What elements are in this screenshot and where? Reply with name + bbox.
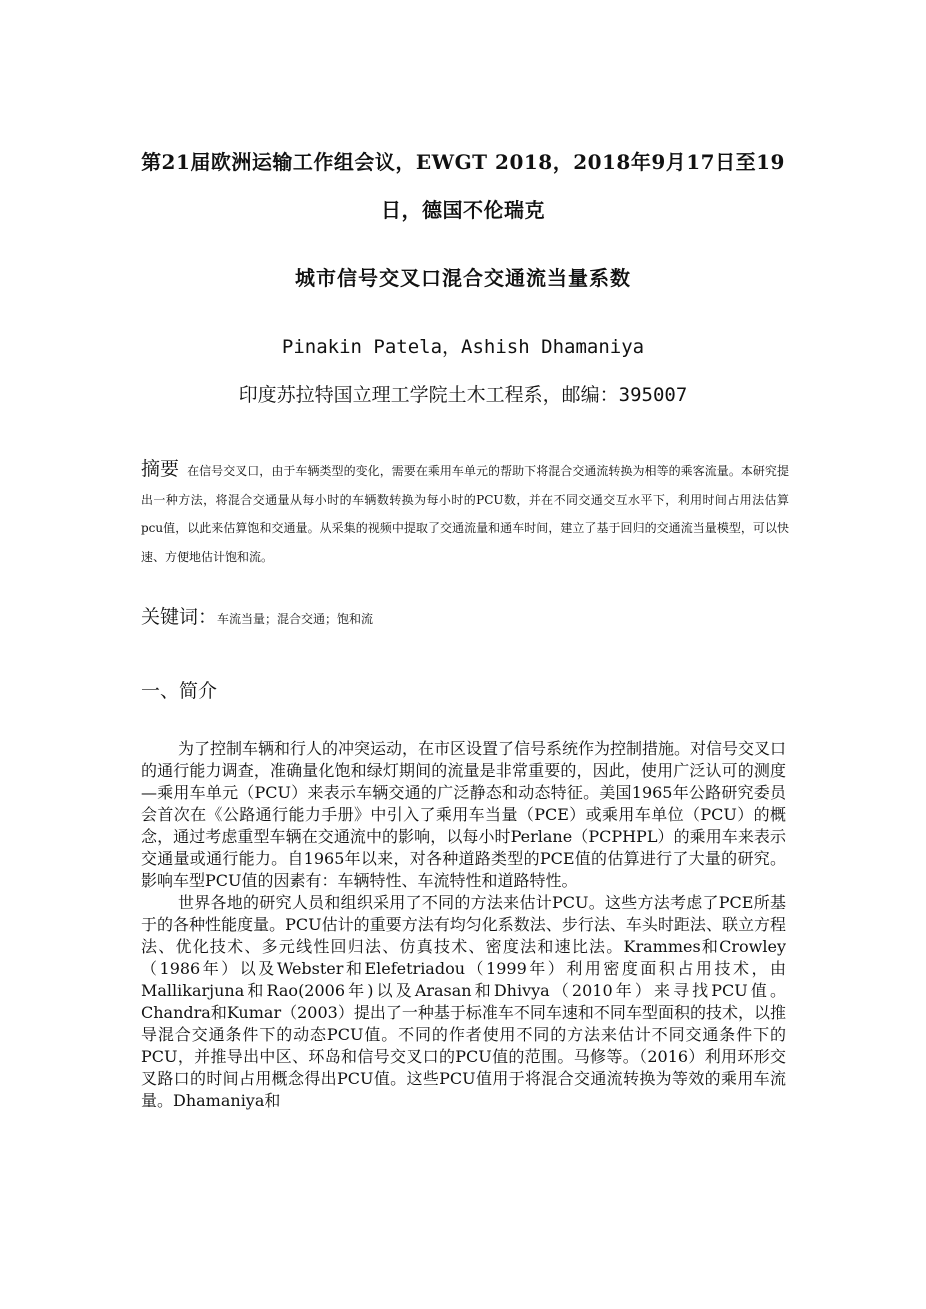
section-heading-introduction: 一、简介 bbox=[141, 680, 218, 702]
conference-line-1: 第21届欧洲运输工作组会议，EWGT 2018，2018年9月17日至19 bbox=[141, 150, 785, 174]
keywords-block bbox=[141, 602, 373, 629]
abstract-block bbox=[141, 455, 789, 571]
conference-line-2: 日，德国不伦瑞克 bbox=[381, 198, 545, 222]
abstract-text: 在信号交叉口，由于车辆类型的变化，需要在乘用车单元的帮助下将混合交通流转换为相等的乘客流量。本研究提出一种方法，将混合交通量从每小时的车辆数转换为每小时的PCU数，并在不同交通交互水平下，利用时间占用法估算pcu值，以此来估算饱和交通量。从采集的视频中提取了交通流量和通车时间，建立了基于回归的交通流当量模型，可以快速、方便地估计饱和流。 bbox=[141, 464, 789, 564]
introduction-body bbox=[141, 738, 786, 1112]
body-paragraph: 为了控制车辆和行人的冲突运动，在市区设置了信号系统作为控制措施。对信号交叉口的通行能力调查，准确量化饱和绿灯期间的流量是非常重要的，因此，使用广泛认可的测度—乘用车单元（PCU）来表示车辆交通的广泛静态和动态特征。美国1965年公路研究委员会首次在《公路通行能力手册》中引入了乘用车当量（PCE）或乘用车单位（PCU）的概念，通过考虑重型车辆在交通流中的影响，以每小时Perlane（PCPHPL）的乘用车来表示交通量或通行能力。自1965年以来，对各种道路类型的PCE值的估算进行了大量的研究。影响车型PCU值的因素有：车辆特性、车流特性和道路特性。 bbox=[141, 739, 787, 890]
paper-affiliation: 印度苏拉特国立理工学院土木工程系，邮编：395007 bbox=[238, 384, 688, 406]
paper-title: 城市信号交叉口混合交通流当量系数 bbox=[295, 266, 631, 290]
keywords-label: 关键词： bbox=[141, 606, 218, 628]
keywords-text: 车流当量；混合交通；饱和流 bbox=[217, 612, 374, 626]
abstract-label: 摘要 bbox=[141, 458, 180, 480]
paper-authors: Pinakin Patela，Ashish Dhamaniya bbox=[281, 336, 645, 358]
body-paragraph: 世界各地的研究人员和组织采用了不同的方法来估计PCU。这些方法考虑了PCE所基于的各种性能度量。PCU估计的重要方法有均匀化系数法、步行法、车头时距法、联立方程法、优化技术、多元线性回归法、仿真技术、密度法和速比法。Krammes和Crowley（1986年）以及Webster和Elefetriadou（1999年）利用密度面积占用技术，由Mallikarjuna和Rao(2006年)以及Arasan和Dhivya（2010年）来寻找PCU值。Chandra和Kumar（2003）提出了一种基于标准车不同车速和不同车型面积的技术，以推导混合交通条件下的动态PCU值。不同的作者使用不同的方法来估计不同交通条件下的PCU，并推导出中区、环岛和信号交叉口的PCU值的范围。马修等。（2016）利用环形交叉路口的时间占用概念得出PCU值。这些PCU值用于将混合交通流转换为等效的乘用车流量。Dhamaniya和 bbox=[141, 893, 786, 1110]
